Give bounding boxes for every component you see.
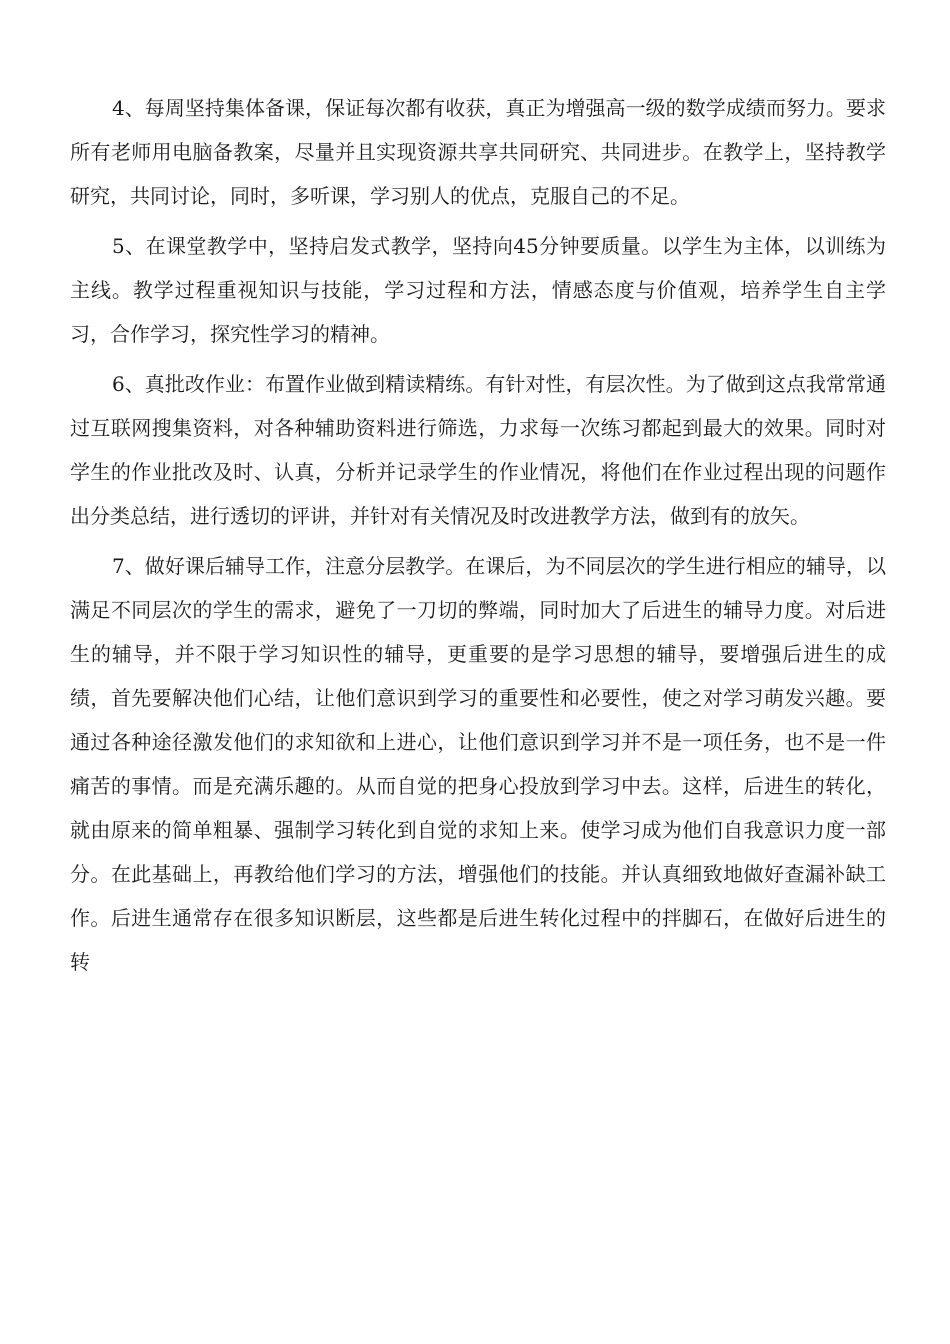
document-page bbox=[70, 86, 886, 990]
paragraph-item-5: 5、在课堂教学中，坚持启发式教学，坚持向45分钟要质量。以学生为主体，以训练为主线。教学过程重视知识与技能，学习过程和方法，情感态度与价值观，培养学生自主学习，合作学习，探究性学习的精神。 bbox=[70, 234, 886, 346]
paragraph-item-4: 4、每周坚持集体备课，保证每次都有收获，真正为增强高一级的数学成绩而努力。要求所有老师用电脑备教案，尽量并且实现资源共享共同研究、共同进步。在教学上，坚持教学研究，共同讨论，同时，多听课，学习别人的优点，克服自己的不足。 bbox=[70, 96, 886, 208]
paragraph-item-7: 7、做好课后辅导工作，注意分层教学。在课后，为不同层次的学生进行相应的辅导，以满足不同层次的学生的需求，避免了一刀切的弊端，同时加大了后进生的辅导力度。对后进生的辅导，并不限于学习知识性的辅导，更重要的是学习思想的辅导，要增强后进生的成绩，首先要解决他们心结，让他们意识到学习的重要性和必要性，使之对学习萌发兴趣。要通过各种途径激发他们的求知欲和上进心，让他们意识到学习并不是一项任务，也不是一件痛苦的事情。而是充满乐趣的。从而自觉的把身心投放到学习中去。这样，后进生的转化，就由原来的简单粗暴、强制学习转化到自觉的求知上来。使学习成为他们自我意识力度一部分。在此基础上，再教给他们学习的方法，增强他们的技能。并认真细致地做好查漏补缺工作。后进生通常存在很多知识断层，这些都是后进生转化过程中的拌脚石，在做好后进生的转 bbox=[70, 554, 886, 974]
paragraph-item-6: 6、真批改作业：布置作业做到精读精练。有针对性，有层次性。为了做到这点我常常通过互联网搜集资料，对各种辅助资料进行筛选，力求每一次练习都起到最大的效果。同时对学生的作业批改及时、认真，分析并记录学生的作业情况，将他们在作业过程出现的问题作出分类总结，进行透切的评讲，并针对有关情况及时改进教学方法，做到有的放矢。 bbox=[70, 372, 886, 528]
